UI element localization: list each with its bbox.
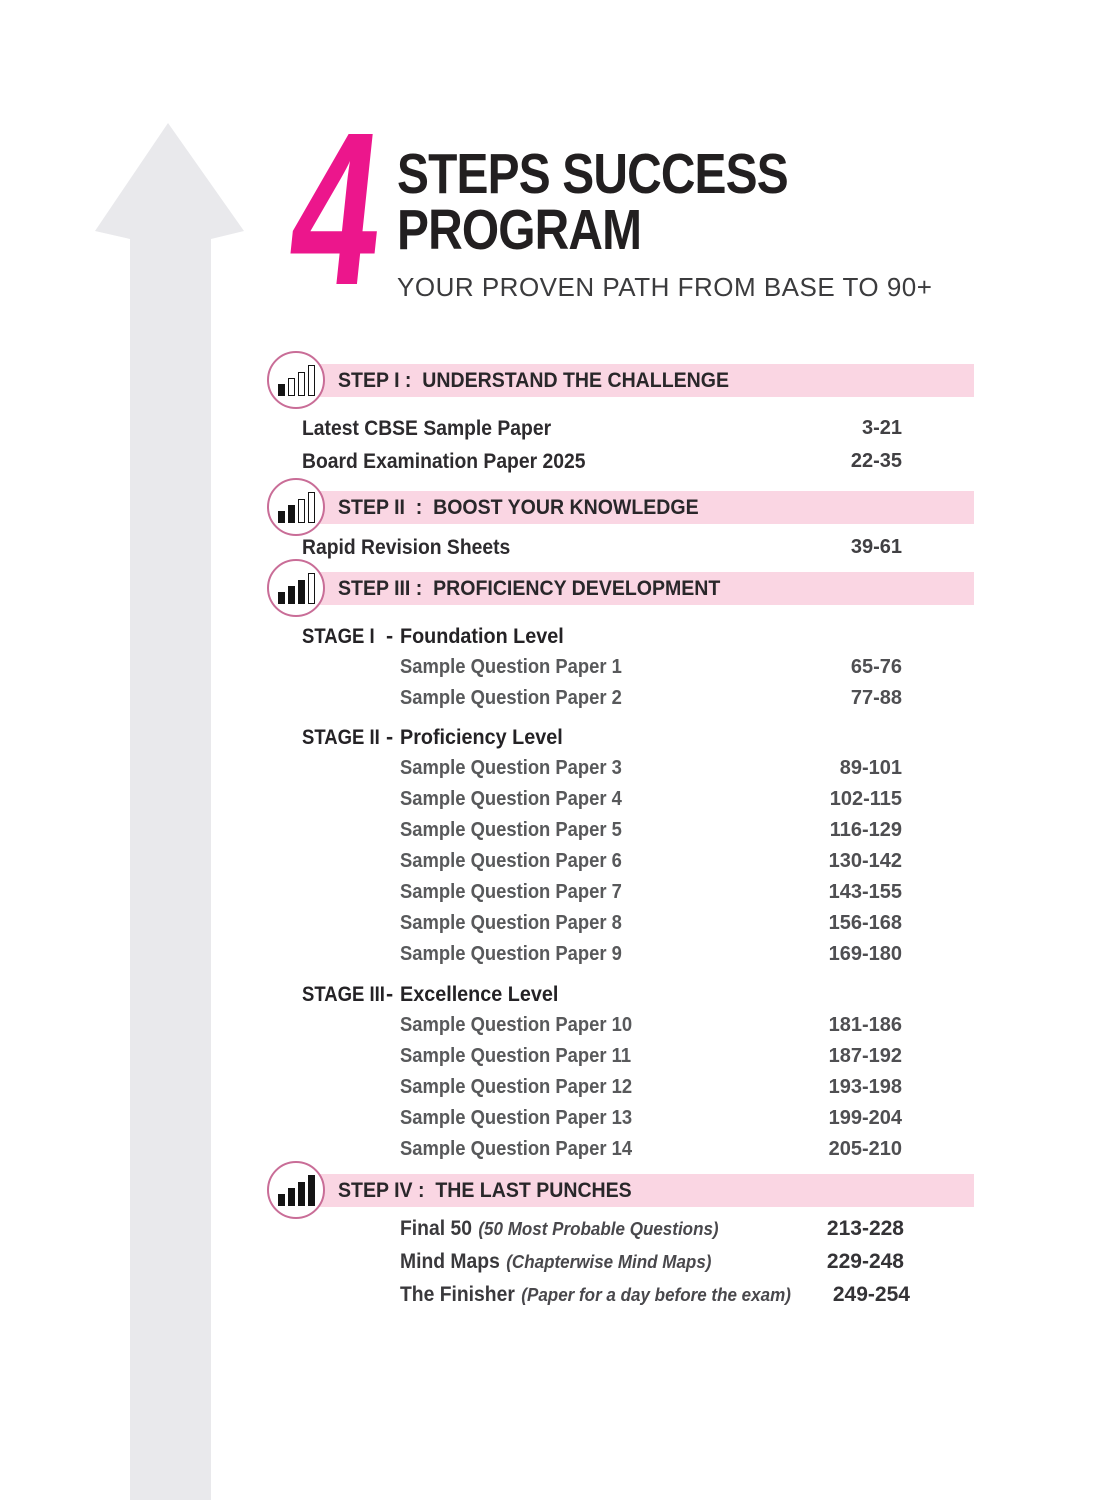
toc-item-title: Sample Question Paper 13: [400, 1107, 633, 1129]
signal-bars-3of4-icon: [267, 559, 325, 617]
table-of-contents: [277, 364, 974, 1311]
signal-bars-1of4-icon: [267, 351, 325, 409]
toc-item-pages: 199-204: [828, 1107, 902, 1129]
toc-item-title: Sample Question Paper 6: [400, 850, 622, 872]
toc-row: [277, 652, 974, 683]
toc-row: [277, 753, 974, 784]
toc-item-title: Sample Question Paper 4: [400, 788, 622, 810]
stage-dash: -: [386, 724, 394, 749]
stage-name: STAGE III: [302, 981, 385, 1006]
toc-item-title: Sample Question Paper 5: [400, 819, 622, 841]
toc-item-pages: 156-168: [828, 912, 902, 934]
toc-item-title: Sample Question Paper 12: [400, 1076, 633, 1098]
toc-item-title: Sample Question Paper 11: [400, 1045, 632, 1067]
stage-level: Foundation Level: [400, 623, 564, 648]
big-number-4: 4: [279, 88, 393, 331]
toc-item-pages: 213-228: [826, 1216, 904, 1240]
toc-row: [277, 531, 974, 564]
toc-item-pages: 249-254: [832, 1282, 910, 1306]
toc-row: [277, 877, 974, 908]
toc-item-title: Sample Question Paper 1: [400, 656, 622, 678]
toc-item-pages: 39-61: [850, 536, 902, 558]
page-header: [279, 88, 933, 331]
toc-row: [277, 1245, 974, 1278]
page-title-line2: PROGRAM: [397, 198, 642, 262]
toc-item-pages: 143-155: [828, 881, 902, 903]
page-subtitle: YOUR PROVEN PATH FROM BASE TO 90+: [397, 272, 933, 302]
toc-item-pages: 193-198: [828, 1076, 902, 1098]
step1-header-bar: [277, 364, 974, 397]
stage-dash: -: [386, 623, 394, 648]
toc-row: [277, 1103, 974, 1134]
toc-item-title: Sample Question Paper 9: [400, 943, 622, 965]
toc-item-note: (Chapterwise Mind Maps): [506, 1250, 712, 1272]
toc-item-pages: 205-210: [828, 1138, 902, 1160]
toc-row: [277, 939, 974, 970]
stage-level: Excellence Level: [400, 981, 559, 1006]
toc-item-title: Latest CBSE Sample Paper: [302, 416, 552, 440]
toc-row: [277, 784, 974, 815]
step3-header-bar: [277, 572, 974, 605]
toc-row: [277, 1072, 974, 1103]
toc-item-title: Mind Maps (Chapterwise Mind Maps): [400, 1249, 712, 1273]
toc-row: [277, 1041, 974, 1072]
signal-bars-4of4-icon: [267, 1161, 325, 1219]
step3-label: STEP III : PROFICIENCY DEVELOPMENT: [338, 576, 721, 600]
toc-row: [277, 1278, 974, 1311]
toc-item-pages: 169-180: [828, 943, 902, 965]
stage-name: STAGE I: [302, 623, 375, 648]
toc-item-title: Rapid Revision Sheets: [302, 535, 511, 559]
stage3-heading: [277, 978, 974, 1010]
step4-label: STEP IV : THE LAST PUNCHES: [338, 1178, 632, 1202]
step2-label: STEP II : BOOST YOUR KNOWLEDGE: [338, 495, 699, 519]
step1-label: STEP I : UNDERSTAND THE CHALLENGE: [338, 368, 729, 392]
toc-item-pages: 187-192: [828, 1045, 902, 1067]
stage-level: Proficiency Level: [400, 724, 563, 749]
stage-name: STAGE II: [302, 724, 380, 749]
toc-row: [277, 1134, 974, 1165]
page-title-line1: STEPS SUCCESS: [397, 142, 788, 206]
toc-item-pages: 3-21: [861, 417, 902, 439]
toc-row: [277, 683, 974, 714]
toc-row: [277, 445, 974, 478]
toc-item-title: Sample Question Paper 14: [400, 1138, 633, 1160]
title-block: [397, 142, 933, 303]
toc-item-title: Sample Question Paper 7: [400, 881, 622, 903]
toc-row: [277, 846, 974, 877]
toc-item-note: (Paper for a day before the exam): [521, 1283, 791, 1305]
toc-item-note: (50 Most Probable Questions): [478, 1217, 719, 1239]
step2-header-bar: [277, 491, 974, 524]
stage2-heading: [277, 721, 974, 753]
step4-header-bar: [277, 1174, 974, 1207]
toc-row: [277, 908, 974, 939]
toc-item-title: Board Examination Paper 2025: [302, 449, 586, 473]
toc-item-pages: 130-142: [828, 850, 902, 872]
toc-item-pages: 22-35: [850, 450, 902, 472]
toc-row: [277, 1010, 974, 1041]
toc-item-title: The Finisher (Paper for a day before the exam): [400, 1282, 791, 1306]
toc-item-title: Sample Question Paper 3: [400, 757, 622, 779]
toc-item-title: Final 50 (50 Most Probable Questions): [400, 1216, 719, 1240]
toc-item-pages: 181-186: [828, 1014, 902, 1036]
toc-row: [277, 412, 974, 445]
stage1-heading: [277, 620, 974, 652]
toc-item-title: Sample Question Paper 10: [400, 1014, 633, 1036]
toc-item-pages: 65-76: [850, 656, 902, 678]
toc-item-pages: 116-129: [829, 819, 902, 841]
toc-item-title: Sample Question Paper 2: [400, 687, 622, 709]
signal-bars-2of4-icon: [267, 478, 325, 536]
toc-item-pages: 89-101: [839, 757, 902, 779]
toc-item-pages: 77-88: [850, 687, 902, 709]
toc-item-pages: 102-115: [829, 788, 902, 810]
toc-item-title: Sample Question Paper 8: [400, 912, 622, 934]
stage-dash: -: [386, 981, 394, 1006]
toc-row: [277, 1212, 974, 1245]
toc-row: [277, 815, 974, 846]
toc-item-pages: 229-248: [826, 1249, 904, 1273]
